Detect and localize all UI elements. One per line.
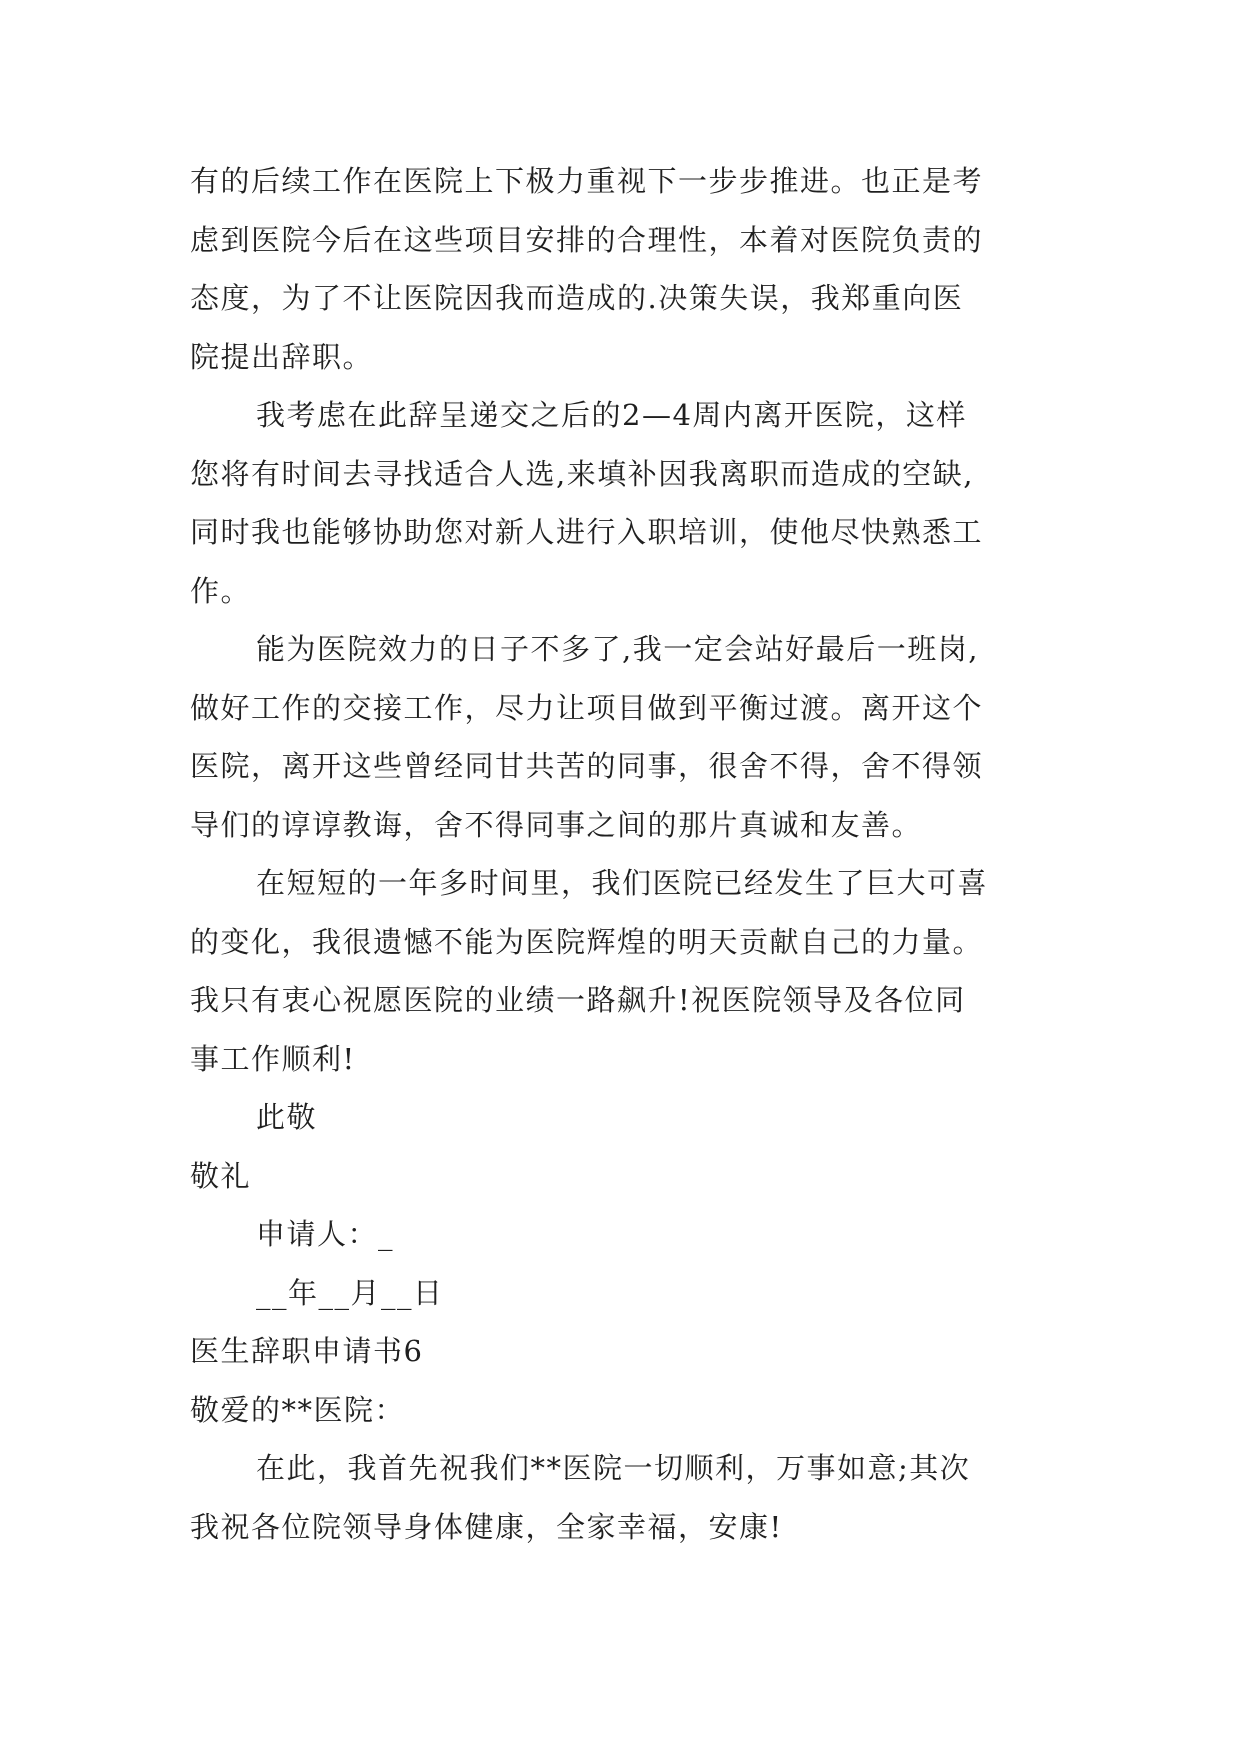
document-body [190,152,1050,1556]
text-line: 虑到医院今后在这些项目安排的合理性，本着对医院负责的 [190,222,984,257]
text-line: 您将有时间去寻找适合人选,来填补因我离职而造成的空缺, [190,456,974,491]
date-line: __年__月__日 [256,1275,444,1310]
letter-greeting: 敬爱的**医院： [190,1392,406,1427]
section-title: 医生辞职申请书6 [190,1334,424,1368]
text-line: 做好工作的交接工作，尽力让项目做到平衡过渡。离开这个 [190,690,984,725]
text-line: 我考虑在此辞呈递交之后的2—4周内离开医院，这样 [256,398,967,432]
text-line: 态度，为了不让医院因我而造成的.决策失误，我郑重向医 [190,281,964,315]
applicant-signature-line: 申请人：_ [256,1217,395,1251]
text-line: 同时我也能够协助您对新人进行入职培训，使他尽快熟悉工 [190,515,984,549]
text-line: 导们的谆谆教诲，舍不得同事之间的那片真诚和友善。 [190,807,923,842]
text-line: 在短短的一年多时间里，我们医院已经发生了巨大可喜 [256,866,989,900]
text-line: 我祝各位院领导身体健康，全家幸福，安康! [190,1509,783,1544]
text-line: 事工作顺利! [190,1041,356,1076]
text-line: 我只有衷心祝愿医院的业绩一路飙升!祝医院领导及各位同 [190,983,966,1017]
text-line: 的变化，我很遗憾不能为医院辉煌的明天贡献自己的力量。 [190,924,984,959]
closing-salutation: 此敬 [256,1100,318,1134]
text-line: 在此，我首先祝我们**医院一切顺利，万事如意;其次 [256,1451,971,1485]
text-line: 作。 [190,573,252,608]
text-line: 医院，离开这些曾经同甘共苦的同事，很舍不得，舍不得领 [190,749,984,783]
text-line: 院提出辞职。 [190,339,374,374]
closing-regards: 敬礼 [190,1158,252,1193]
text-line: 能为医院效力的日子不多了,我一定会站好最后一班岗, [256,632,979,666]
text-line: 有的后续工作在医院上下极力重视下一步步推进。也正是考 [190,164,984,198]
